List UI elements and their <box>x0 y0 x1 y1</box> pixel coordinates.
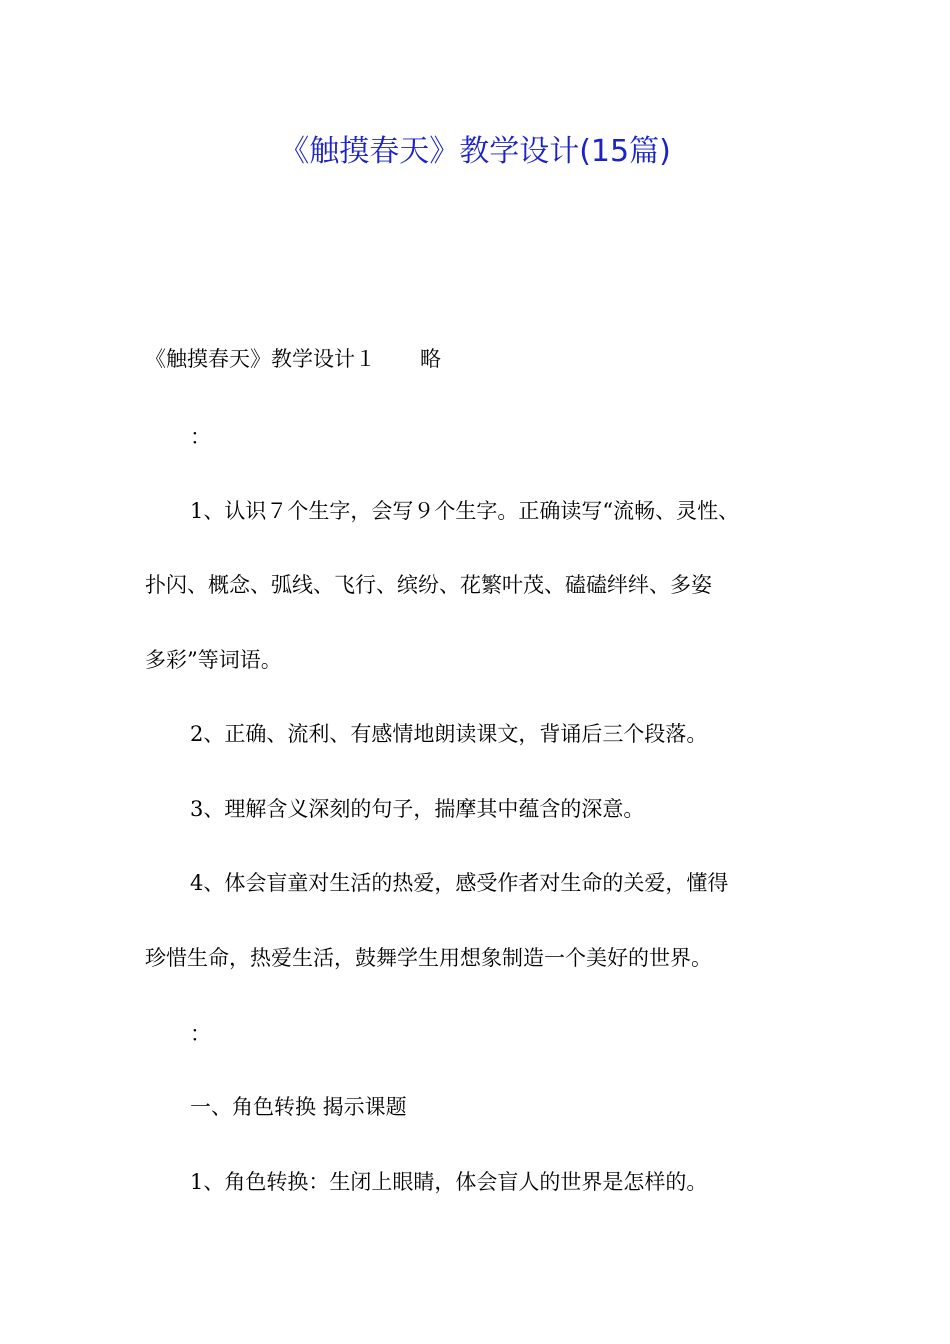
goal-2: 2、正确、流利、有感情地朗读课文，背诵后三个段落。 <box>190 722 708 746</box>
section-note: 略 <box>420 347 441 371</box>
goal-1-line-2: 扑闪、概念、弧线、飞行、缤纷、花繁叶茂、磕磕绊绊、多姿 <box>145 573 712 597</box>
goal-3: 3、理解含义深刻的句子，揣摩其中蕴含的深意。 <box>190 797 645 821</box>
colon-marker-1: ： <box>190 425 211 449</box>
goal-1-line-1: 1、认识７个生字，会写９个生字。正确读写“流畅、灵性、 <box>190 499 740 523</box>
goal-4-line-2: 珍惜生命，热爱生活，鼓舞学生用想象制造一个美好的世界。 <box>145 946 712 970</box>
goal-4-line-1: 4、体会盲童对生活的热爱，感受作者对生命的关爱，懂得 <box>190 871 729 895</box>
step-1-item-1: 1、角色转换：生闭上眼睛，体会盲人的世界是怎样的。 <box>190 1170 708 1194</box>
goal-1-line-3: 多彩”等词语。 <box>145 648 282 672</box>
step-1-heading: 一、角色转换 揭示课题 <box>190 1095 407 1119</box>
section-heading: 《触摸春天》教学设计１ <box>145 347 376 371</box>
section-heading-line <box>145 344 441 374</box>
colon-marker-2: ： <box>190 1022 211 1046</box>
document-title: 《触摸春天》教学设计(15篇) <box>279 134 671 169</box>
